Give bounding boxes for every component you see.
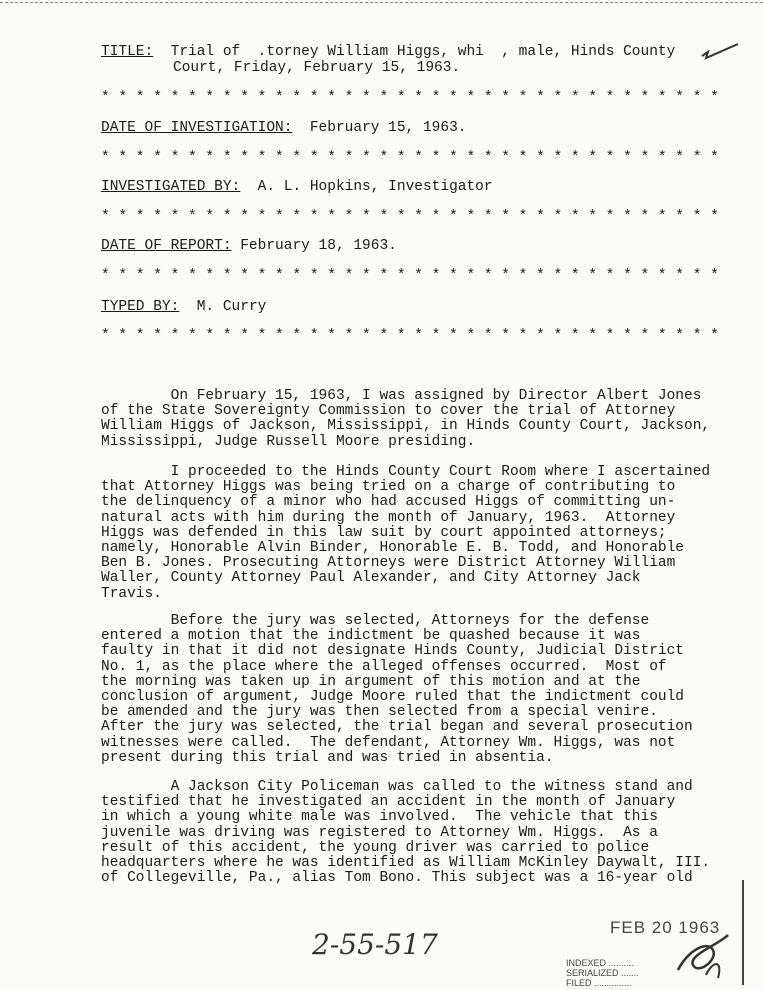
title-row (101, 44, 675, 60)
typed-by-label: TYPED BY: (101, 299, 180, 315)
stamp-serialized: SERIALIZED ....... (566, 968, 639, 978)
date-investigation-value: February 15, 1963. (309, 120, 467, 136)
separator-4: * * * * * * * * * * * * * * * * * * * * * * * * * * * * * * * * * * * * (101, 268, 719, 284)
handwritten-file-number: 2-55-517 (312, 928, 438, 961)
date-investigation-row (101, 120, 466, 136)
title-line2: Court, Friday, February 15, 1963. (173, 60, 461, 76)
paragraph-4: A Jackson City Policeman was called to the witness stand and testified that he investigated an accident in the month of January in which a young white male was involved. The vehicle that this juvenile was driving was registered to Attorney Wm. Higgs. As a result of this accident, the young driver was carried to police headquarters where he was identified as William McKinley Daywalt, III. of Collegeville, Pa., alias Tom Bono. This subject was a 16-year old (101, 779, 711, 887)
stamp-date: FEB 20 1963 (610, 918, 721, 937)
margin-rule (742, 880, 744, 985)
separator-1: * * * * * * * * * * * * * * * * * * * * * * * * * * * * * * * * * * * * (101, 90, 719, 106)
date-report-label: DATE OF REPORT: (101, 238, 232, 254)
date-investigation-label: DATE OF INVESTIGATION: (101, 120, 293, 136)
stamp-filed: FILED ............... (566, 978, 632, 988)
date-report-row (101, 238, 397, 254)
investigated-by-label: INVESTIGATED BY: (101, 179, 241, 195)
investigated-by-value: A. L. Hopkins, Investigator (257, 179, 493, 195)
separator-3: * * * * * * * * * * * * * * * * * * * * * * * * * * * * * * * * * * * * (101, 209, 719, 225)
investigated-by-row (101, 179, 493, 195)
stamp-indexed: INDEXED .......... (566, 958, 634, 968)
paragraph-3: Before the jury was selected, Attorneys for the defense entered a motion that the indictment be quashed because it was faulty in that it did not designate Hinds County, Judicial District No. 1, as the place where the alleged offenses occurred. Most of the morning was taken up in argument of this motion and at the conclusion of argument, Judge Moore ruled that the indictment could be amended and the jury was then selected from a special venire. After the jury was selected, the trial began and several prosecution witnesses were called. The defendant, Attorney Wm. Higgs, was not present during this trial and was tried in absentia. (101, 613, 693, 766)
separator-2: * * * * * * * * * * * * * * * * * * * * * * * * * * * * * * * * * * * * (101, 150, 719, 166)
typed-by-row (101, 299, 266, 315)
date-report-value: February 18, 1963. (240, 238, 397, 254)
handwritten-initials (668, 930, 738, 985)
title-line1: Trial of .torney William Higgs, whi , male, Hinds County (170, 44, 676, 60)
page-edge-line (0, 2, 763, 3)
title-label: TITLE: (101, 44, 154, 60)
separator-5: * * * * * * * * * * * * * * * * * * * * * * * * * * * * * * * * * * * * (101, 328, 719, 344)
typed-by-value: M. Curry (196, 299, 267, 315)
check-mark (700, 42, 742, 62)
paragraph-1: On February 15, 1963, I was assigned by Director Albert Jones of the State Sovereignty Commission to cover the trial of Attorney William Higgs of Jackson, Mississippi, in Hinds County Court, Jackson, Mississippi, Judge Russell Moore presiding. (101, 388, 711, 450)
paragraph-2: I proceeded to the Hinds County Court Room where I ascertained that Attorney Higgs was being tried on a charge of contributing to the delinquency of a minor who had accused Higgs of committing un- natural acts with him during the month of January, 1963. Attorney Higgs was defended in this law suit by court appointed attorneys; namely, Honorable Alvin Binder, Honorable E. B. Todd, and Honorable Ben B. Jones. Prosecuting Attorneys were District Attorney William Waller, County Attorney Paul Alexander, and City Attorney Jack Travis. (101, 464, 711, 602)
